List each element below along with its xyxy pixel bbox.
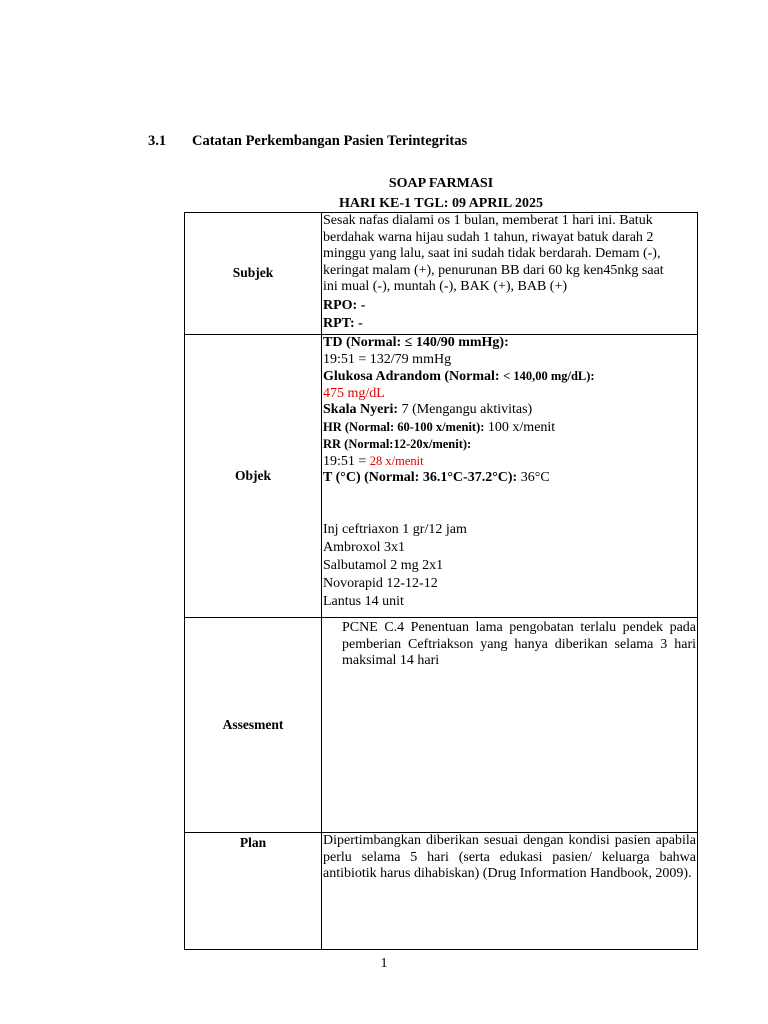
spacer — [323, 487, 696, 521]
rr-label: RR (Normal:12-20x/menit): — [323, 437, 472, 451]
document-title: SOAP FARMASI — [388, 176, 494, 191]
subjek-content — [322, 213, 698, 335]
rpt: RPT: - — [323, 316, 363, 331]
glucose-line — [323, 368, 696, 386]
objek-content — [322, 335, 698, 618]
subjek-line: Sesak nafas dialami os 1 bulan, memberat 1 hari ini. Batuk — [323, 213, 653, 228]
objek-label: Objek — [185, 335, 322, 618]
plan-row — [185, 833, 698, 950]
section-title: Catatan Perkembangan Pasien Terintegritas — [192, 133, 468, 149]
subjek-line: ini mual (-), muntah (-), BAK (+), BAB (+) — [323, 279, 568, 294]
document-subtitle: HARI KE-1 TGL: 09 APRIL 2025 — [339, 196, 543, 211]
objek-row — [185, 335, 698, 618]
temp-value: 36°C — [517, 470, 550, 485]
section-number: 3.1 — [148, 133, 167, 149]
pain-line — [323, 402, 696, 419]
med-item: Salbutamol 2 mg 2x1 — [323, 557, 444, 573]
pain-label: Skala Nyeri: — [323, 402, 399, 417]
temp-line — [323, 470, 696, 487]
assesment-label: Assesment — [185, 618, 322, 833]
subjek-line: berdahak warna hijau sudah 1 tahun, riwayat batuk darah 2 — [323, 229, 654, 245]
plan-text: Dipertimbangkan diberikan sesuai dengan kondisi pasien apabila perlu selama 5 hari (serta edukasi pasien/ keluarga bahwa antibiotik harus dihabiskan) (Drug Information Handbook, 2009). — [322, 833, 698, 950]
glucose-reference: < 140,00 mg/dL): — [503, 369, 595, 383]
rr-value: 28 x/menit — [369, 453, 424, 468]
soap-table — [184, 212, 698, 950]
med-item: Ambroxol 3x1 — [323, 539, 406, 555]
td-value: 19:51 = 132/79 mmHg — [323, 351, 452, 367]
assesment-text: PCNE C.4 Penentuan lama pengobatan terlalu pendek pada pemberian Ceftriakson yang hanya diberikan selama 3 hari maksimal 14 hari — [322, 618, 698, 833]
page-number: 1 — [380, 956, 388, 971]
med-item: Novorapid 12-12-12 — [323, 575, 438, 591]
subjek-line: minggu yang lalu, saat ini sudah tidak berdarah. Demam (-), — [323, 246, 661, 261]
plan-label: Plan — [185, 833, 322, 950]
rr-line — [323, 453, 696, 471]
subjek-label: Subjek — [185, 213, 322, 335]
temp-label: T (°C) (Normal: 36.1°C-37.2°C): — [323, 470, 518, 485]
subjek-row — [185, 213, 698, 335]
subjek-line: keringat malam (+), penurunan BB dari 60 kg ken45nkg saat — [323, 262, 664, 278]
pain-value: 7 (Mengangu aktivitas) — [398, 402, 533, 417]
td-label: TD (Normal: ≤ 140/90 mmHg): — [323, 335, 509, 350]
glucose-label: Glukosa Adrandom (Normal: — [323, 369, 504, 384]
assesment-row — [185, 618, 698, 833]
med-item: Lantus 14 unit — [323, 593, 404, 609]
hr-label: HR (Normal: 60-100 x/menit): — [323, 419, 485, 434]
med-item: Inj ceftriaxon 1 gr/12 jam — [323, 521, 467, 537]
rpo: RPO: - — [323, 297, 366, 313]
section-heading — [148, 133, 467, 150]
rr-time: 19:51 = — [323, 453, 370, 469]
hr-line — [323, 419, 696, 437]
glucose-value: 475 mg/dL — [323, 385, 385, 401]
hr-value: 100 x/menit — [484, 419, 556, 435]
